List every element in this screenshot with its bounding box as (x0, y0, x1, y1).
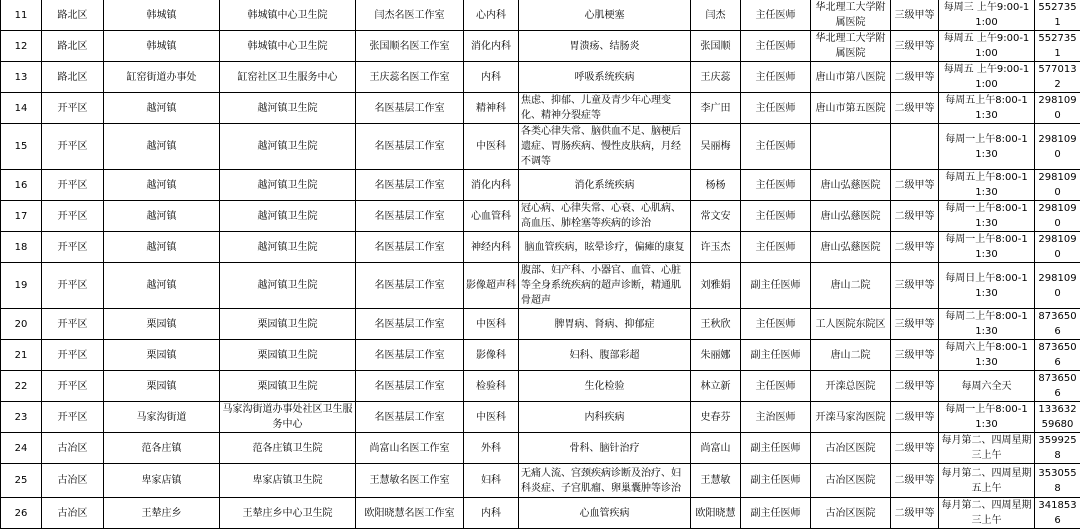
table-row (1, 0, 1080, 31)
cell-district: 古冶区 (42, 433, 104, 464)
cell-title: 主任医师 (741, 93, 811, 124)
cell-time: 每周五 上午9:00-11:00 (939, 62, 1035, 93)
cell-dept: 消化内科 (464, 31, 519, 62)
cell-phone: 3418536 (1035, 498, 1080, 529)
cell-specialty: 各类心律失常、脑供血不足、脑梗后遗症、胃肠疾病、慢性皮肤病，月经不调等 (519, 124, 691, 170)
cell-doctor: 史春芬 (691, 402, 741, 433)
cell-town: 越河镇 (104, 263, 220, 309)
cell-specialty: 内科疾病 (519, 402, 691, 433)
cell-level: 三级甲等 (891, 0, 939, 31)
cell-town: 越河镇 (104, 170, 220, 201)
table-row (1, 464, 1080, 498)
cell-time: 每月第二、四周星期五上午 (939, 464, 1035, 498)
cell-doctor: 林立新 (691, 371, 741, 402)
cell-title: 主任医师 (741, 124, 811, 170)
cell-town: 卑家店镇 (104, 464, 220, 498)
cell-no: 17 (1, 201, 42, 232)
table-body (1, 0, 1080, 529)
cell-dept: 检验科 (464, 371, 519, 402)
cell-phone: 3599258 (1035, 433, 1080, 464)
cell-doctor: 欧阳晓慧 (691, 498, 741, 529)
cell-time: 每周一上午8:00-11:30 (939, 232, 1035, 263)
cell-doctor: 李广田 (691, 93, 741, 124)
cell-workplace: 唐山市第五医院 (811, 93, 891, 124)
cell-dept: 内科 (464, 498, 519, 529)
cell-hospital: 越河镇卫生院 (220, 170, 356, 201)
cell-level: 二级甲等 (891, 371, 939, 402)
cell-hospital: 栗园镇卫生院 (220, 371, 356, 402)
cell-dept: 影像科 (464, 340, 519, 371)
cell-hospital: 栗园镇卫生院 (220, 309, 356, 340)
cell-phone: 2981090 (1035, 201, 1080, 232)
cell-specialty: 生化检验 (519, 371, 691, 402)
cell-town: 马家沟街道 (104, 402, 220, 433)
cell-time: 每月第二、四周星期三上午 (939, 498, 1035, 529)
cell-specialty: 心血管疾病 (519, 498, 691, 529)
table-row (1, 93, 1080, 124)
cell-studio: 名医基层工作室 (356, 263, 464, 309)
cell-specialty: 脑血管疾病，眩晕诊疗，偏瘫的康复 (519, 232, 691, 263)
cell-workplace: 开滦总医院 (811, 371, 891, 402)
cell-doctor: 张国顺 (691, 31, 741, 62)
cell-level: 二级甲等 (891, 433, 939, 464)
cell-studio: 名医基层工作室 (356, 170, 464, 201)
cell-dept: 内科 (464, 62, 519, 93)
cell-time: 每月第二、四周星期三上午 (939, 433, 1035, 464)
cell-specialty: 无痛人流、宫颈疾病诊断及治疗、妇科炎症、子宫肌瘤、卵巢囊肿等诊治 (519, 464, 691, 498)
cell-hospital: 越河镇卫生院 (220, 201, 356, 232)
table-row (1, 340, 1080, 371)
cell-studio: 名医基层工作室 (356, 371, 464, 402)
cell-title: 主任医师 (741, 309, 811, 340)
table-row (1, 402, 1080, 433)
cell-hospital: 缸窑社区卫生服务中心 (220, 62, 356, 93)
cell-district: 开平区 (42, 309, 104, 340)
cell-no: 15 (1, 124, 42, 170)
table-row (1, 232, 1080, 263)
cell-level: 三级甲等 (891, 340, 939, 371)
cell-district: 开平区 (42, 124, 104, 170)
cell-level: 二级甲等 (891, 93, 939, 124)
cell-level: 二级甲等 (891, 232, 939, 263)
cell-district: 开平区 (42, 402, 104, 433)
cell-time: 每周二上午8:00-11:30 (939, 309, 1035, 340)
cell-specialty: 心肌梗塞 (519, 0, 691, 31)
cell-time: 每周五 上午9:00-11:00 (939, 31, 1035, 62)
table-row (1, 433, 1080, 464)
cell-phone: 13363259680 (1035, 402, 1080, 433)
cell-specialty: 腹部、妇产科、小器官、血管、心脏等全身系统疾病的超声诊断，精通肌骨超声 (519, 263, 691, 309)
cell-dept: 中医科 (464, 124, 519, 170)
cell-phone: 5527351 (1035, 0, 1080, 31)
cell-hospital: 卑家店镇卫生院 (220, 464, 356, 498)
table-row (1, 124, 1080, 170)
cell-time: 每周六上午8:00-11:30 (939, 340, 1035, 371)
cell-dept: 妇科 (464, 464, 519, 498)
cell-district: 开平区 (42, 232, 104, 263)
cell-no: 26 (1, 498, 42, 529)
table-row (1, 498, 1080, 529)
cell-workplace: 古冶区医院 (811, 464, 891, 498)
cell-no: 13 (1, 62, 42, 93)
cell-title: 副主任医师 (741, 433, 811, 464)
cell-level: 二级甲等 (891, 402, 939, 433)
cell-town: 越河镇 (104, 93, 220, 124)
cell-specialty: 妇科、腹部彩超 (519, 340, 691, 371)
cell-specialty: 消化系统疾病 (519, 170, 691, 201)
table-row (1, 170, 1080, 201)
cell-workplace: 华北理工大学附属医院 (811, 0, 891, 31)
cell-district: 开平区 (42, 340, 104, 371)
cell-no: 14 (1, 93, 42, 124)
cell-no: 11 (1, 0, 42, 31)
cell-studio: 王庆蕊名医工作室 (356, 62, 464, 93)
cell-time: 每周五上午8:00-11:30 (939, 93, 1035, 124)
cell-title: 主任医师 (741, 371, 811, 402)
cell-hospital: 王辇庄乡中心卫生院 (220, 498, 356, 529)
cell-workplace: 唐山弘慈医院 (811, 232, 891, 263)
cell-district: 古冶区 (42, 498, 104, 529)
cell-hospital: 马家沟街道办事处社区卫生服务中心 (220, 402, 356, 433)
cell-town: 栗园镇 (104, 340, 220, 371)
cell-level (891, 124, 939, 170)
cell-phone: 5527351 (1035, 31, 1080, 62)
cell-doctor: 朱丽娜 (691, 340, 741, 371)
cell-workplace: 唐山二院 (811, 340, 891, 371)
cell-phone: 8736506 (1035, 340, 1080, 371)
cell-town: 越河镇 (104, 201, 220, 232)
cell-district: 开平区 (42, 263, 104, 309)
cell-district: 古冶区 (42, 464, 104, 498)
cell-workplace: 古冶区医院 (811, 433, 891, 464)
cell-dept: 心血管科 (464, 201, 519, 232)
cell-hospital: 越河镇卫生院 (220, 232, 356, 263)
cell-district: 开平区 (42, 201, 104, 232)
cell-workplace: 古冶区医院 (811, 498, 891, 529)
table-row (1, 201, 1080, 232)
cell-no: 19 (1, 263, 42, 309)
cell-studio: 王慧敏名医工作室 (356, 464, 464, 498)
cell-hospital: 范各庄镇卫生院 (220, 433, 356, 464)
cell-specialty: 脾胃病、肾病、抑郁症 (519, 309, 691, 340)
cell-title: 副主任医师 (741, 263, 811, 309)
cell-no: 22 (1, 371, 42, 402)
cell-phone: 2981090 (1035, 263, 1080, 309)
cell-district: 开平区 (42, 93, 104, 124)
cell-time: 每周一上午8:00-11:30 (939, 201, 1035, 232)
cell-workplace: 唐山市第八医院 (811, 62, 891, 93)
cell-phone: 2981090 (1035, 124, 1080, 170)
table-row (1, 309, 1080, 340)
cell-studio: 名医基层工作室 (356, 93, 464, 124)
cell-studio: 尚富山名医工作室 (356, 433, 464, 464)
cell-studio: 名医基层工作室 (356, 232, 464, 263)
cell-doctor: 王庆蕊 (691, 62, 741, 93)
cell-workplace: 工人医院东院区 (811, 309, 891, 340)
cell-time: 每周日上午8:00-11:30 (939, 263, 1035, 309)
cell-no: 21 (1, 340, 42, 371)
cell-specialty: 冠心病、心律失常、心衰、心肌病、高血压、肺栓塞等疾病的诊治 (519, 201, 691, 232)
cell-dept: 外科 (464, 433, 519, 464)
table-row (1, 62, 1080, 93)
cell-title: 主任医师 (741, 0, 811, 31)
cell-title: 主任医师 (741, 31, 811, 62)
cell-doctor: 刘雅娟 (691, 263, 741, 309)
cell-level: 三级甲等 (891, 31, 939, 62)
cell-studio: 名医基层工作室 (356, 340, 464, 371)
cell-hospital: 越河镇卫生院 (220, 93, 356, 124)
cell-no: 20 (1, 309, 42, 340)
cell-specialty: 焦虑、抑郁、儿童及青少年心理变化、精神分裂症等 (519, 93, 691, 124)
cell-level: 三级甲等 (891, 309, 939, 340)
cell-dept: 心内科 (464, 0, 519, 31)
cell-no: 23 (1, 402, 42, 433)
cell-title: 副主任医师 (741, 464, 811, 498)
cell-workplace (811, 124, 891, 170)
cell-town: 韩城镇 (104, 0, 220, 31)
cell-title: 副主任医师 (741, 340, 811, 371)
cell-title: 主任医师 (741, 232, 811, 263)
cell-title: 主治医师 (741, 402, 811, 433)
cell-phone: 5770132 (1035, 62, 1080, 93)
table-row (1, 263, 1080, 309)
cell-hospital: 越河镇卫生院 (220, 124, 356, 170)
cell-time: 每周三 上午9:00-11:00 (939, 0, 1035, 31)
cell-hospital: 越河镇卫生院 (220, 263, 356, 309)
cell-district: 开平区 (42, 170, 104, 201)
cell-time: 每周六全天 (939, 371, 1035, 402)
cell-specialty: 胃溃疡、结肠炎 (519, 31, 691, 62)
cell-town: 越河镇 (104, 124, 220, 170)
cell-studio: 名医基层工作室 (356, 309, 464, 340)
cell-no: 18 (1, 232, 42, 263)
cell-doctor: 王秋欣 (691, 309, 741, 340)
cell-doctor: 杨杨 (691, 170, 741, 201)
cell-time: 每周一上午8:00-11:30 (939, 124, 1035, 170)
cell-no: 25 (1, 464, 42, 498)
cell-district: 路北区 (42, 62, 104, 93)
cell-studio: 欧阳晓慧名医工作室 (356, 498, 464, 529)
cell-phone: 2981090 (1035, 93, 1080, 124)
cell-dept: 中医科 (464, 402, 519, 433)
cell-specialty: 骨科、脑针治疗 (519, 433, 691, 464)
cell-doctor: 王慧敏 (691, 464, 741, 498)
cell-workplace: 唐山弘慈医院 (811, 201, 891, 232)
cell-time: 每周一上午8:00-11:30 (939, 402, 1035, 433)
cell-dept: 精神科 (464, 93, 519, 124)
cell-dept: 影像超声科 (464, 263, 519, 309)
cell-phone: 3530558 (1035, 464, 1080, 498)
cell-doctor: 许玉杰 (691, 232, 741, 263)
cell-dept: 消化内科 (464, 170, 519, 201)
cell-phone: 8736506 (1035, 309, 1080, 340)
cell-hospital: 栗园镇卫生院 (220, 340, 356, 371)
cell-dept: 中医科 (464, 309, 519, 340)
cell-town: 栗园镇 (104, 309, 220, 340)
cell-no: 16 (1, 170, 42, 201)
cell-level: 二级甲等 (891, 62, 939, 93)
cell-dept: 神经内科 (464, 232, 519, 263)
cell-workplace: 唐山二院 (811, 263, 891, 309)
cell-studio: 名医基层工作室 (356, 402, 464, 433)
cell-workplace: 华北理工大学附属医院 (811, 31, 891, 62)
table-row (1, 31, 1080, 62)
cell-doctor: 闫杰 (691, 0, 741, 31)
cell-doctor: 吴丽梅 (691, 124, 741, 170)
cell-hospital: 韩城镇中心卫生院 (220, 31, 356, 62)
cell-phone: 2981090 (1035, 170, 1080, 201)
cell-title: 副主任医师 (741, 498, 811, 529)
cell-studio: 闫杰名医工作室 (356, 0, 464, 31)
cell-district: 路北区 (42, 0, 104, 31)
cell-district: 路北区 (42, 31, 104, 62)
cell-title: 主任医师 (741, 201, 811, 232)
cell-doctor: 尚富山 (691, 433, 741, 464)
cell-phone: 8736506 (1035, 371, 1080, 402)
cell-workplace: 唐山弘慈医院 (811, 170, 891, 201)
cell-doctor: 常文安 (691, 201, 741, 232)
table-row (1, 371, 1080, 402)
cell-hospital: 韩城镇中心卫生院 (220, 0, 356, 31)
cell-level: 二级甲等 (891, 170, 939, 201)
cell-phone: 2981090 (1035, 232, 1080, 263)
cell-town: 栗园镇 (104, 371, 220, 402)
cell-time: 每周五上午8:00-11:30 (939, 170, 1035, 201)
cell-town: 韩城镇 (104, 31, 220, 62)
cell-town: 王辇庄乡 (104, 498, 220, 529)
cell-studio: 名医基层工作室 (356, 201, 464, 232)
cell-title: 主任医师 (741, 170, 811, 201)
cell-no: 12 (1, 31, 42, 62)
cell-town: 越河镇 (104, 232, 220, 263)
cell-level: 二级甲等 (891, 464, 939, 498)
cell-level: 三级甲等 (891, 263, 939, 309)
cell-level: 二级甲等 (891, 201, 939, 232)
cell-level: 二级甲等 (891, 498, 939, 529)
cell-studio: 名医基层工作室 (356, 124, 464, 170)
cell-specialty: 呼吸系统疾病 (519, 62, 691, 93)
cell-no: 24 (1, 433, 42, 464)
cell-district: 开平区 (42, 371, 104, 402)
cell-studio: 张国顺名医工作室 (356, 31, 464, 62)
cell-town: 范各庄镇 (104, 433, 220, 464)
cell-workplace: 开滦马家沟医院 (811, 402, 891, 433)
cell-town: 缸窑街道办事处 (104, 62, 220, 93)
cell-title: 主任医师 (741, 62, 811, 93)
